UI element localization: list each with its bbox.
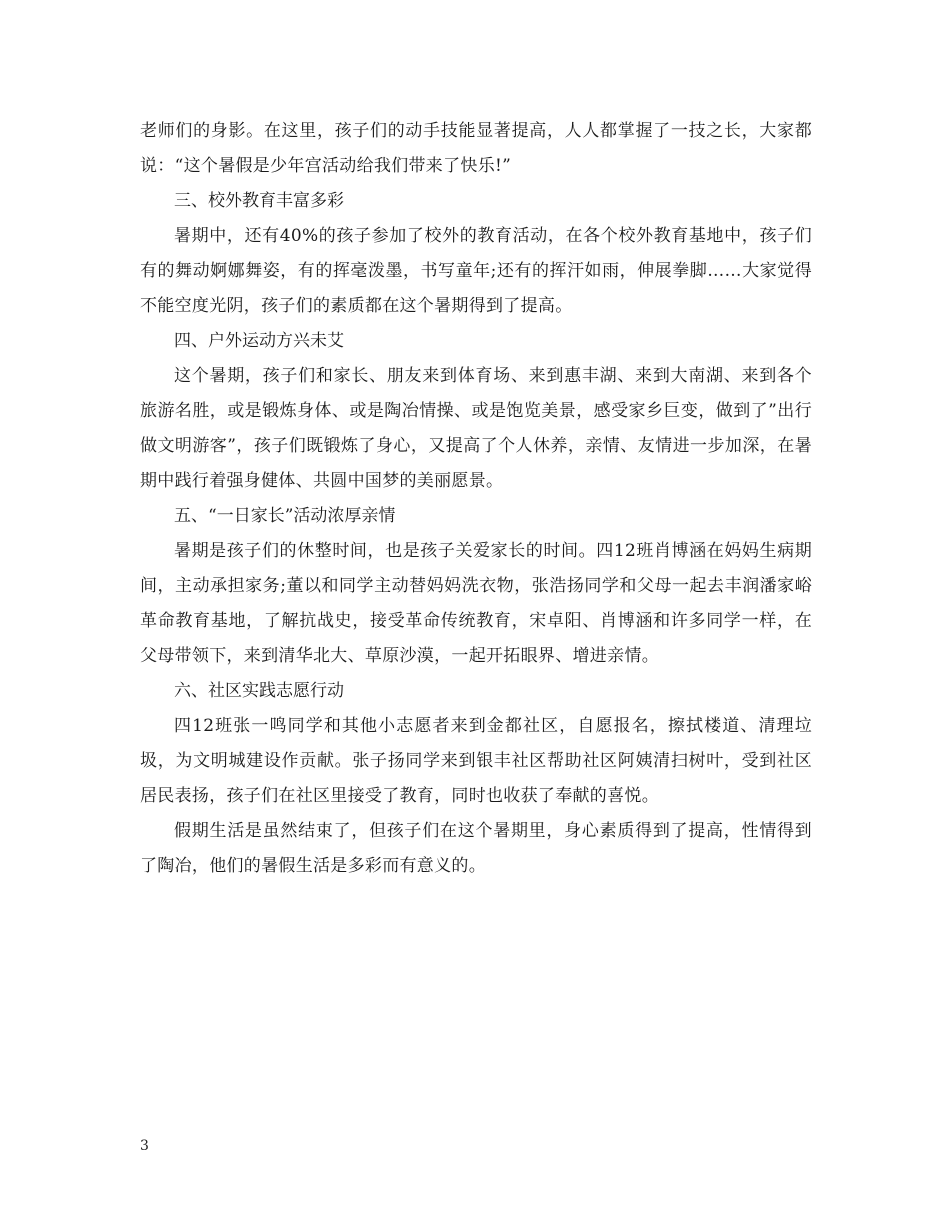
section-heading-4: 四、户外运动方兴未艾 — [174, 331, 344, 351]
paragraph-conclusion: 假期生活是虽然结束了，但孩子们在这个暑期里，身心素质得到了提高，性情得到了陶冶，他们的暑假生活是多彩而有意义的。 — [140, 821, 812, 876]
paragraph-community: 四12班张一鸣同学和其他小志愿者来到金都社区，自愿报名，擦拭楼道、清理垃圾，为文明城建设作贡献。张子扬同学来到银丰社区帮助社区阿姨清扫树叶，受到社区居民表扬，孩子们在社区里接受了教育，同时也收获了奉献的喜悦。 — [140, 716, 812, 806]
paragraph-outdoor: 这个暑期，孩子们和家长、朋友来到体育场、来到惠丰湖、来到大南湖、来到各个旅游名胜，或是锻炼身体、或是陶冶情操、或是饱览美景，感受家乡巨变，做到了”出行做文明游客”，孩子们既锻炼了身心，又提高了个人休养，亲情、友情进一步加深，在暑期中践行着强身健体、共圆中国梦的美丽愿景。 — [140, 366, 812, 491]
paragraph-continued: 老师们的身影。在这里，孩子们的动手技能显著提高，人人都掌握了一技之长，大家都说：“这个暑假是少年宫活动给我们带来了快乐!” — [140, 121, 812, 176]
section-heading-5: 五、“一日家长”活动浓厚亲情 — [174, 506, 396, 526]
page-number: 3 — [140, 1138, 149, 1154]
section-heading-6: 六、社区实践志愿行动 — [174, 681, 344, 701]
paragraph-offcampus: 暑期中，还有40%的孩子参加了校外的教育活动，在各个校外教育基地中，孩子们有的舞动婀娜舞姿，有的挥毫泼墨，书写童年;还有的挥汗如雨，伸展拳脚……大家觉得不能空度光阴，孩子们的素质都在这个暑期得到了提高。 — [140, 226, 812, 316]
document-body — [140, 114, 812, 884]
paragraph-family: 暑期是孩子们的休整时间，也是孩子关爱家长的时间。四12班肖博涵在妈妈生病期间，主动承担家务;董以和同学主动替妈妈洗衣物，张浩扬同学和父母一起去丰润潘家峪革命教育基地，了解抗战史，接受革命传统教育，宋卓阳、肖博涵和许多同学一样，在父母带领下，来到清华北大、草原沙漠，一起开拓眼界、增进亲情。 — [140, 541, 812, 666]
section-heading-3: 三、校外教育丰富多彩 — [174, 191, 344, 211]
